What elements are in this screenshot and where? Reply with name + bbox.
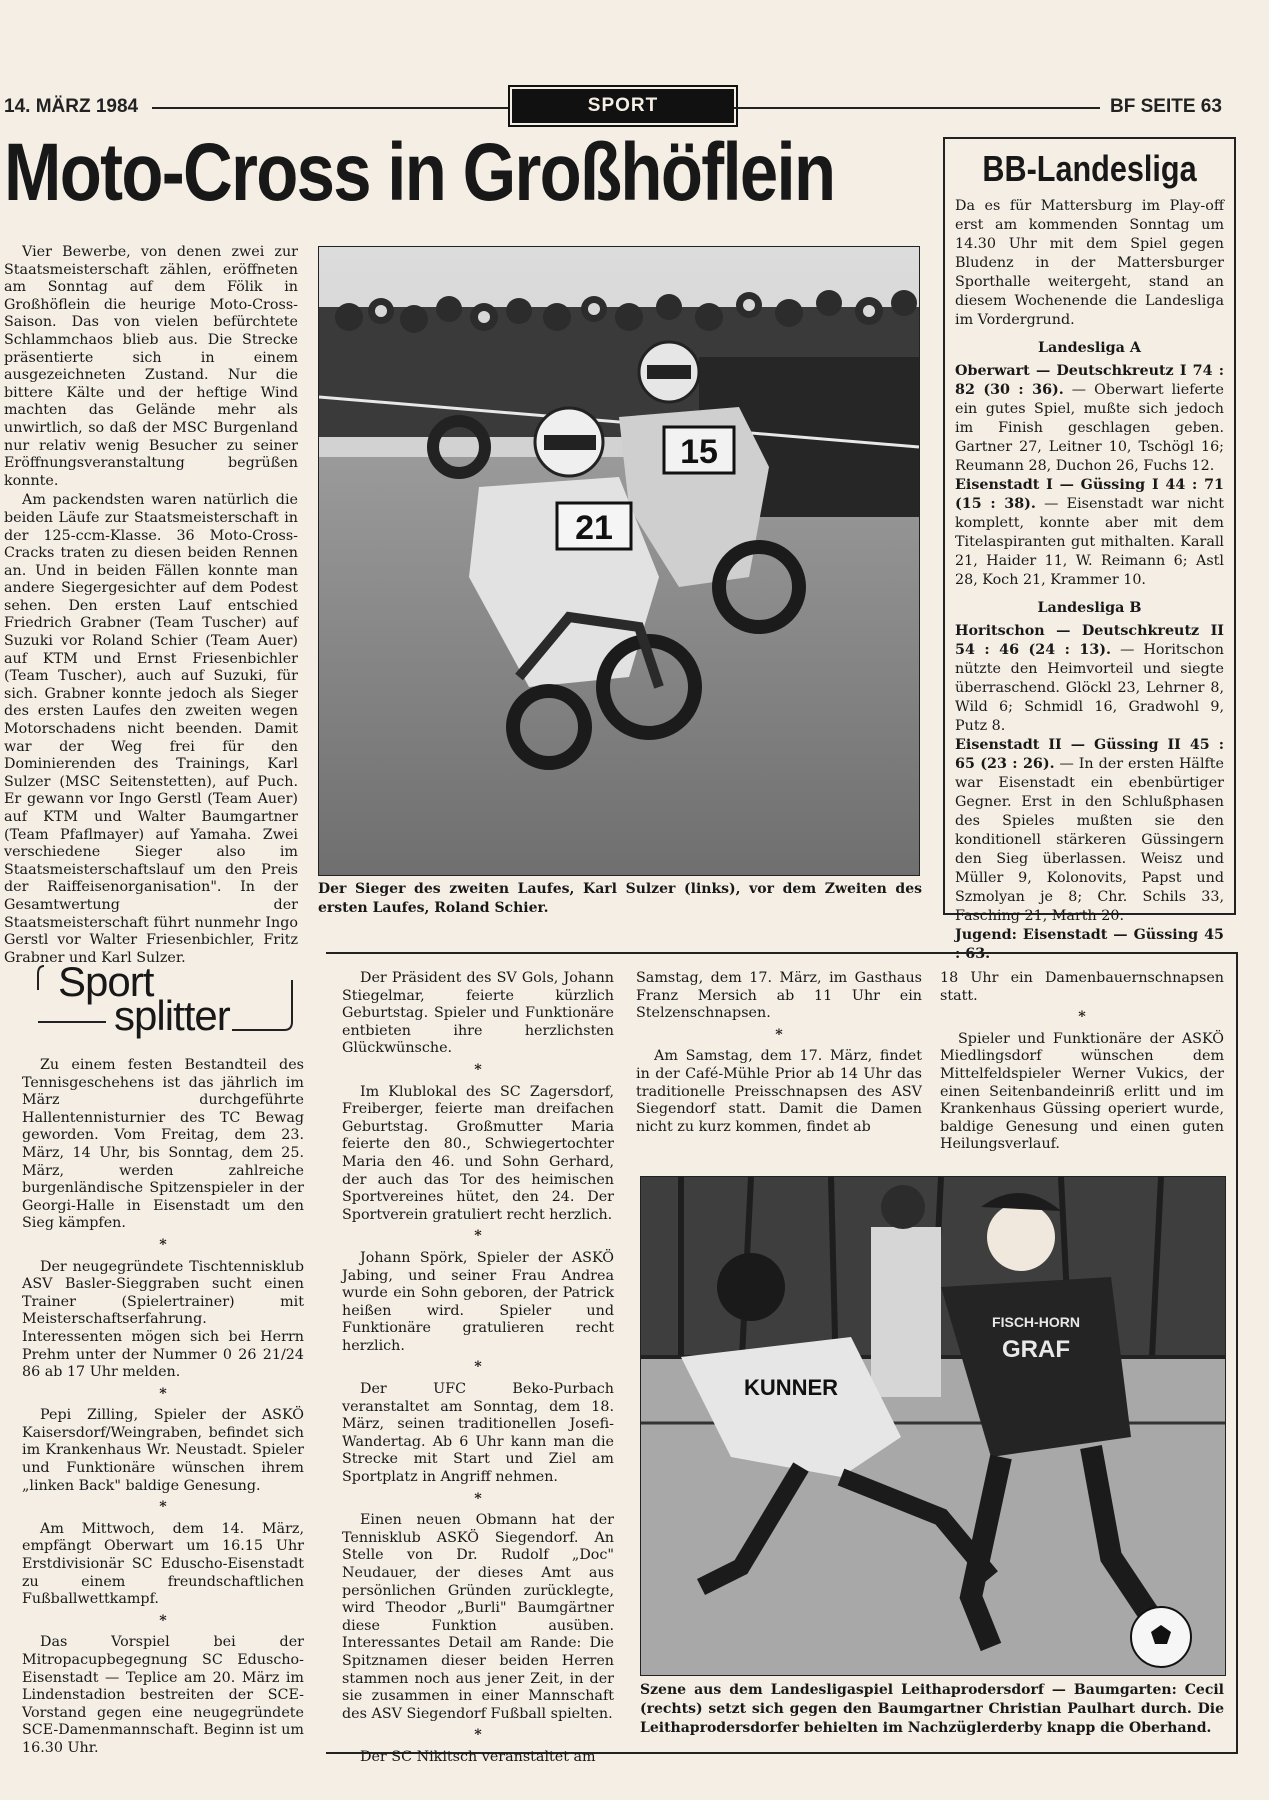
result-teams: Eisenstadt II — Güssing II 45 : 65 (23 : 26).	[955, 737, 1224, 772]
result-teams: Oberwart — Deutschkreutz I 74 : 82 (30 : 36).	[955, 363, 1224, 398]
shirt-text-right: GRAF	[1002, 1336, 1070, 1363]
splitter-column-2	[342, 970, 614, 1769]
landesliga-title: BB-Landesliga	[982, 148, 1197, 189]
article-paragraph: Am packendsten waren natürlich die beiden Läufe zur Staatsmeisterschaft in der 125-ccm-Klasse. 36 Moto-Cross-Cracks traten zu diesen beiden Rennen an. Und in beiden Fällen konnte man andere Siegergesichter auf dem Podest sehen. Den ersten Lauf entschied Friedrich Grabner (Team Tuscher) auf Suzuki vor Roland Schier (Team Auer) auf KTM und Ernst Friesenbichler (Team Tuscher), auch auf Suzuki, für sich. Grabner konnte jedoch als Sieger des ersten Laufes den zweiten wegen Motorschadens nicht beenden. Damit war der Weg frei für den Dominierenden des Trainings, Karl Sulzer (MSC Seitenstetten), auf Puch. Er gewann vor Ingo Gerstl (Team Auer) auf KTM und Walter Baumgartner (Team Pfaflmayer) auf Yamaha. Zwei verschiedene Sieger also im Staatsmeisterschaftslauf um den Preis der Raiffeisenorganisation". In der Gesamtwertung der Staatsmeisterschaft führt nunmehr Ingo Gerstl vor Walter Friesenbichler, Fritz Grabner und Karl Sulzer.	[4, 492, 298, 966]
article-paragraph: Vier Bewerbe, von denen zwei zur Staatsmeisterschaft zählen, eröffneten am Sonntag auf dem Fölik in Großhöflein die heurige Moto-Cross-Saison. Das von vielen befürchtete Schlammchaos blieb aus. Die Strecke präsentierte sich in einem ausgezeichneten Zustand. Nur die bittere Kälte und der heftige Wind machten das Gelände mehr als unwirtlich, so daß der MSC Burgenland nur relativ wenig Besucher zu seiner Eröffnungsveranstaltung begrüßen konnte.	[4, 244, 298, 489]
splitter-item: Der UFC Beko-Purbach veranstaltet am Sonntag, dem 18. März, seinen traditionellen Josefi-Wandertag. Ab 6 Uhr kann man die Strecke mit Start und Ziel am Sportplatz in Angriff nehmen.	[342, 1381, 614, 1486]
splitter-item: Pepi Zilling, Spieler der ASKÖ Kaisersdorf/Weingraben, befindet sich im Krankenhaus Wr. Neustadt. Spieler und Funktionäre wünschen ihrem „linken Back" baldige Genesung.	[22, 1407, 304, 1494]
splitter-item: Spieler und Funktionäre der ASKÖ Miedlingsdorf wünschen dem Mittelfeldspieler Werner Vukics, der einen Seitenbandeinriß erlitt und im Krankenhaus Güssing operiert wurde, baldige Genesung und einen guten Heilungsverlauf.	[940, 1030, 1224, 1153]
article-column	[4, 244, 298, 969]
splitter-item: Der SC Nikitsch veranstaltet am	[360, 1748, 596, 1765]
shirt-text-left: KUNNER	[743, 1375, 839, 1400]
result-text: — Oberwart lieferte ein gutes Spiel, mußte sich jedoch im Finish geschlagen geben. Gartner 27, Leitner 10, Tschögl 16; Reumann 28, Duchon 26, Fuchs 12.	[955, 382, 1225, 474]
separator-star: *	[159, 1612, 167, 1629]
splitter-item: 18 Uhr ein Damenbauernschnapsen statt.	[940, 970, 1224, 1004]
separator-star: *	[474, 1359, 482, 1376]
separator-star: *	[1078, 1009, 1086, 1026]
splitter-word-splitter: splitter	[114, 992, 230, 1039]
motocross-illustration	[319, 247, 919, 875]
result-text: — Eisenstadt war nicht komplett, konnte aber mit dem Titelaspiranten gut mithalten. Karall 21, Haider 11, W. Reimann 6; Astl 28, Koch 21, Krammer 10.	[955, 496, 1224, 588]
header-rule-right	[734, 107, 1100, 109]
splitter-item: Der Präsident des SV Gols, Johann Stiegelmar, feierte kürzlich Geburtstag. Spieler und Funktionäre entbieten ihre herzlichsten Glückwünsche.	[342, 970, 614, 1057]
separator-star: *	[159, 1236, 167, 1253]
splitter-column-4	[940, 970, 1224, 1156]
splitter-item: Der neugegründete Tischtennisklub ASV Basler-Sieggraben sucht einen Trainer (Spielertrainer) mit Meisterschaftserfahrung. Interessenten mögen sich bei Herrn Prehm unter der Nummer 0 26 21/24 86 ab 17 Uhr melden.	[22, 1258, 304, 1381]
soccer-illustration	[641, 1177, 1225, 1675]
splitter-item: Am Samstag, dem 17. März, findet in der Café-Mühle Prior ab 14 Uhr das traditionelle Preisschnapsen des ASV Siegendorf statt. Damit die Damen nicht zu kurz kommen, findet ab	[636, 1048, 922, 1135]
bib-front: 21	[575, 509, 613, 547]
separator-star: *	[159, 1499, 167, 1516]
splitter-item: Einen neuen Obmann hat der Tennisklub ASKÖ Siegendorf. An Stelle von Dr. Rudolf „Doc" Neudauer, der dieses Amt aus persönlichen Gründen zurücklegte, wird Theodor „Burli" Baumgärtner diese Funktion ausüben. Interessantes Detail am Rande: Die Spitznamen dieser beiden Herren stammen noch aus jener Zeit, in der sie zusammen in einer Mannschaft des ASV Siegendorf Fußball spielten.	[342, 1512, 614, 1722]
result-item	[955, 476, 1224, 590]
bib-back: 15	[680, 433, 718, 471]
soccer-caption: Szene aus dem Landesligaspiel Leithaprodersdorf — Baumgarten: Cecil (rechts) setzt sich gegen den Baumgartner Christian Paulhart durch. Die Leithaprodersdorfer behielten im Nachzüglerderby knapp die Oberhand.	[640, 1682, 1224, 1736]
shirt-text-right-top: FISCH-HORN	[992, 1314, 1080, 1330]
soccer-photo	[640, 1176, 1226, 1676]
sportsplitter-logo	[36, 958, 300, 1039]
separator-star: *	[159, 1385, 167, 1402]
separator-star: *	[474, 1228, 482, 1245]
header-rule-left	[152, 107, 508, 109]
landesliga-intro: Da es für Mattersburg im Play-off erst am kommenden Sonntag um 14.30 Uhr mit dem Spiel gegen Bludenz in der Mattersburger Sporthalle weitergeht, stand an diesem Wochenende die Landesliga im Vordergrund.	[955, 198, 1224, 328]
splitter-column-3	[636, 970, 922, 1138]
splitter-column-1	[22, 1057, 304, 1760]
landesliga-box	[943, 137, 1236, 962]
splitter-item: Samstag, dem 17. März, im Gasthaus Franz Mersich ab 11 Uhr ein Stelzenschnapsen.	[636, 970, 922, 1022]
splitter-item: Das Vorspiel bei der Mitropacupbegegnung SC Eduscho-Eisenstadt — Teplice am 20. März im Lindenstadion bestreiten der SCE-Vorstand gegen eine neugegründete SCE-Damenmannschaft. Beginn ist um 16.30 Uhr.	[22, 1634, 304, 1756]
separator-star: *	[474, 1490, 482, 1507]
issue-date: 14. MÄRZ 1984	[4, 96, 139, 117]
jugend-text: Eisenstadt — Güssing 45 : 63.	[955, 927, 1224, 962]
result-teams: Horitschon — Deutschkreutz II 54 : 46 (24 : 13).	[955, 623, 1224, 658]
motocross-photo	[318, 246, 920, 876]
splitter-item: Im Klublokal des SC Zagersdorf, Freiberger, feierte man dreifachen Geburtstag. Großmutter Maria feierte den 80., Schwiegertochter Maria den 46. und Sohn Gerhard, der auch das Tor des heimischen Sportvereines hütet, den 24. Der Sportverein gratuliert recht herzlich.	[342, 1083, 614, 1223]
motocross-caption: Der Sieger des zweiten Laufes, Karl Sulzer (links), vor dem Zweiten des ersten Laufes, Roland Schier.	[318, 881, 922, 916]
section-label: SPORT	[512, 89, 734, 123]
jugend-label: Jugend:	[955, 927, 1017, 943]
landesliga-b-heading: Landesliga B	[1037, 600, 1142, 616]
separator-star: *	[474, 1061, 482, 1078]
result-text: — Horitschon nützte den Heimvorteil und siegte überraschend. Glöckl 23, Lehrner 8, Wild 6; Schmidl 16, Gradwohl 9, Putz 8.	[955, 642, 1225, 734]
result-item	[955, 736, 1224, 926]
result-text: — In der ersten Hälfte war Eisenstadt ein ebenbürtiger Gegner. Erst in den Schlußphasen des Spieles mußten sie den konditionell stärkeren Güssingern den Sieg überlassen. Weisz und Müller 9, Kolonovits, Papst und Szmolyan je 8; Chr. Schils 33, Fasching 21, Marth 20.	[955, 756, 1225, 924]
result-teams: Eisenstadt I — Güssing I 44 : 71 (15 : 38).	[955, 477, 1224, 512]
splitter-item: Zu einem festen Bestandteil des Tennisgeschehens ist das jährlich im März durchgeführte Hallentennisturnier des TC Bewag geworden. Vom Freitag, dem 23. März, 14 Uhr, bis Sonntag, dem 25. März, werden zahlreiche burgenländische Spitzenspieler in der Georgi-Halle in Eisenstadt um den Sieg kämpfen.	[22, 1057, 304, 1232]
separator-star: *	[474, 1727, 482, 1744]
result-item	[955, 362, 1224, 476]
result-item	[955, 622, 1224, 736]
landesliga-a-heading: Landesliga A	[1037, 340, 1142, 356]
splitter-item: Am Mittwoch, dem 14. März, empfängt Oberwart um 16.15 Uhr Erstdivisionär SC Eduscho-Eisenstadt zu einem freundschaftlichen Fußballwettkampf.	[22, 1520, 304, 1608]
splitter-word-sport: Sport	[58, 958, 154, 1005]
splitter-item: Johann Spörk, Spieler der ASKÖ Jabing, und seiner Frau Andrea wurde ein Sohn geboren, der Patrick heißen wird. Spieler und Funktionäre gratulieren recht herzlich.	[342, 1249, 614, 1354]
page-headline: Moto-Cross in Großhöflein	[4, 127, 835, 218]
page-number: BF SEITE 63	[1110, 96, 1222, 117]
separator-star: *	[775, 1026, 783, 1043]
